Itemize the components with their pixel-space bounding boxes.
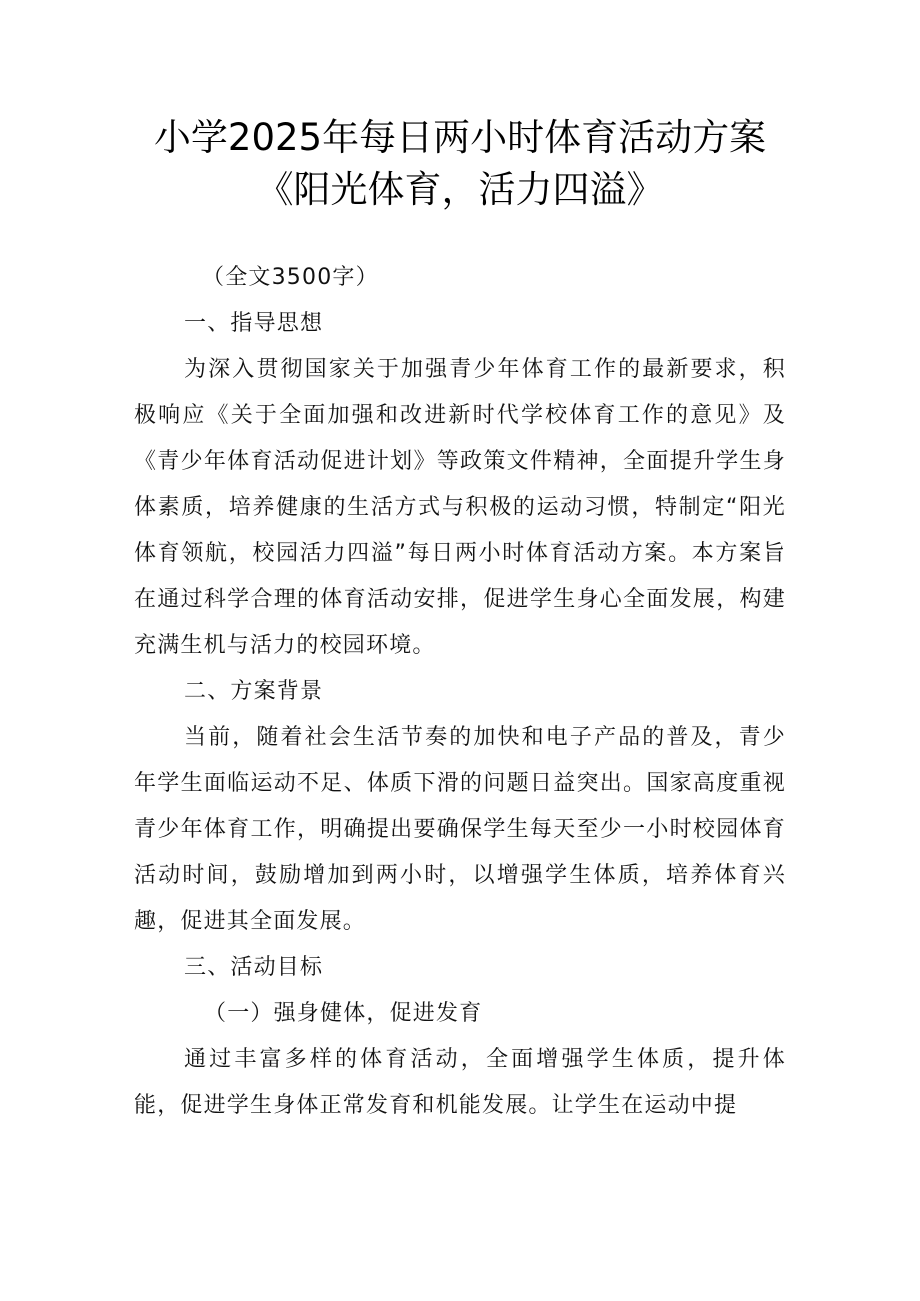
paragraph-background: 当前，随着社会生活节奏的加快和电子产品的普及，青少年学生面临运动不足、体质下滑的问题日益突出。国家高度重视青少年体育工作，明确提出要确保学生每天至少一小时校园体育活动时间，鼓励增加到两小时，以增强学生体质，培养体育兴趣，促进其全面发展。: [134, 725, 786, 934]
section-heading-background: 二、方案背景: [184, 679, 324, 704]
document-title: 小学2025年每日两小时体育活动方案《阳光体育，活力四溢》: [153, 116, 767, 211]
word-count: （全文3500字）: [202, 265, 379, 290]
section-heading-goals: 三、活动目标: [184, 955, 324, 980]
paragraph-goal-1: 通过丰富多样的体育活动，全面增强学生体质，提升体能，促进学生身体正常发育和机能发展。让学生在运动中提: [134, 1047, 786, 1118]
subheading-goal-1: （一）强身健体，促进发育: [204, 1001, 483, 1026]
paragraph-guiding-thought: 为深入贯彻国家关于加强青少年体育工作的最新要求，积极响应《关于全面加强和改进新时代学校体育工作的意见》及《青少年体育活动促进计划》等政策文件精神，全面提升学生身体素质，培养健康的生活方式与积极的运动习惯，特制定“阳光体育领航，校园活力四溢”每日两小时体育活动方案。本方案旨在通过科学合理的体育活动安排，促进学生身心全面发展，构建充满生机与活力的校园环境。: [134, 357, 786, 658]
document-body: [134, 255, 786, 1129]
section-heading-guiding-thought: 一、指导思想: [184, 311, 324, 336]
